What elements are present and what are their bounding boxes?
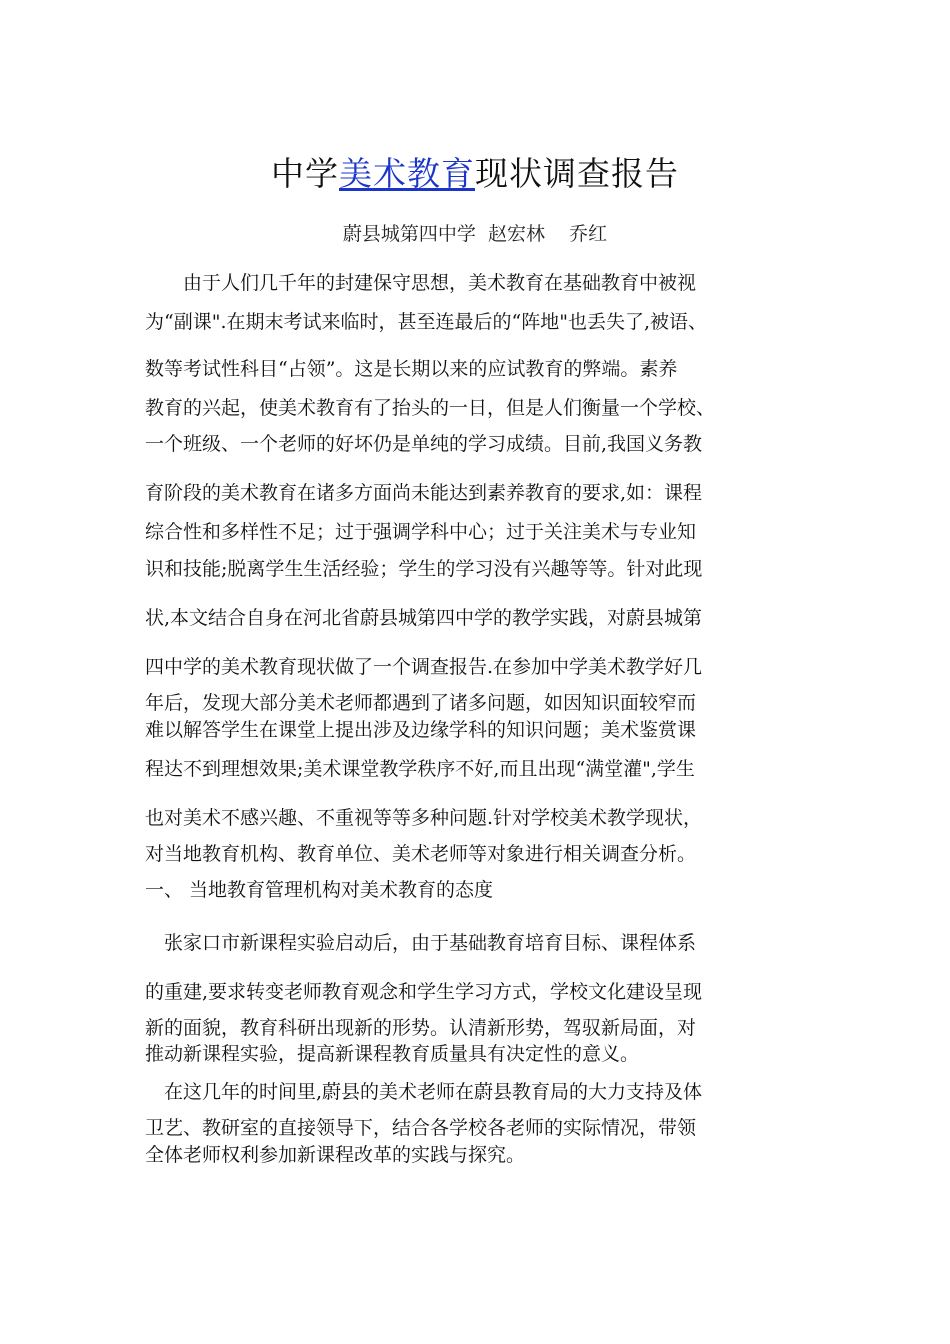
body-line: 识和技能;脱离学生生活经验；学生的学习没有兴趣等等。针对此现 — [145, 558, 703, 580]
body-line: 数等考试性科目“占领”。这是长期以来的应试教育的弊端。素养 — [145, 358, 678, 380]
author-byline: 蔚县城第四中学 赵宏林 乔红 — [342, 223, 608, 245]
body-line: 推动新课程实验，提高新课程教育质量具有决定性的意义。 — [145, 1043, 640, 1065]
body-line: 的重建,要求转变老师教育观念和学生学习方式，学校文化建设呈现 — [145, 981, 703, 1003]
section-heading: 一、 当地教育管理机构对美术教育的态度 — [145, 879, 494, 901]
body-line: 由于人们几千年的封建保守思想，美术教育在基础教育中被视 — [145, 272, 697, 294]
body-line: 全体老师权利参加新课程改革的实践与探究。 — [145, 1144, 526, 1166]
title-prefix: 中学 — [271, 154, 339, 193]
body-line: 为“副课".在期末考试来临时，甚至连最后的“阵地"也丢失了,被语、 — [145, 311, 707, 333]
body-line: 一个班级、一个老师的好坏仍是单纯的学习成绩。目前,我国义务教 — [145, 433, 703, 455]
body-line: 年后，发现大部分美术老师都遇到了诸多问题，如因知识面较窄而 — [145, 692, 697, 714]
title-suffix: 现状调查报告 — [475, 154, 679, 193]
body-line: 新的面貌，教育科研出现新的形势。认清新形势，驾驭新局面，对 — [145, 1017, 697, 1039]
body-line: 教育的兴起，使美术教育有了抬头的一日，但是人们衡量一个学校、 — [145, 397, 716, 419]
body-line: 育阶段的美术教育在诸多方面尚未能达到素养教育的要求,如：课程 — [145, 482, 703, 504]
body-line: 也对美术不感兴趣、不重视等等多种问题.针对学校美术教学现状， — [145, 807, 703, 829]
title-link[interactable]: 美术教育 — [339, 154, 475, 193]
body-line: 在这几年的时间里,蔚县的美术老师在蔚县教育局的大力支持及体 — [145, 1081, 703, 1103]
body-line: 四中学的美术教育现状做了一个调查报告.在参加中学美术教学好几 — [145, 656, 703, 678]
body-line: 程达不到理想效果;美术课堂教学秩序不好,而且出现“满堂灌",学生 — [145, 758, 695, 780]
body-line: 张家口市新课程实验启动后，由于基础教育培育目标、课程体系 — [145, 932, 697, 954]
body-line: 状,本文结合自身在河北省蔚县城第四中学的教学实践，对蔚县城第 — [145, 607, 703, 629]
body-line: 卫艺、教研室的直接领导下，结合各学校各老师的实际情况，带领 — [145, 1117, 697, 1139]
body-line: 难以解答学生在课堂上提出涉及边缘学科的知识问题；美术鉴赏课 — [145, 719, 697, 741]
body-line: 对当地教育机构、教育单位、美术老师等对象进行相关调查分析。 — [145, 843, 697, 865]
page-title — [0, 150, 950, 198]
body-line: 综合性和多样性不足；过于强调学科中心；过于关注美术与专业知 — [145, 521, 697, 543]
